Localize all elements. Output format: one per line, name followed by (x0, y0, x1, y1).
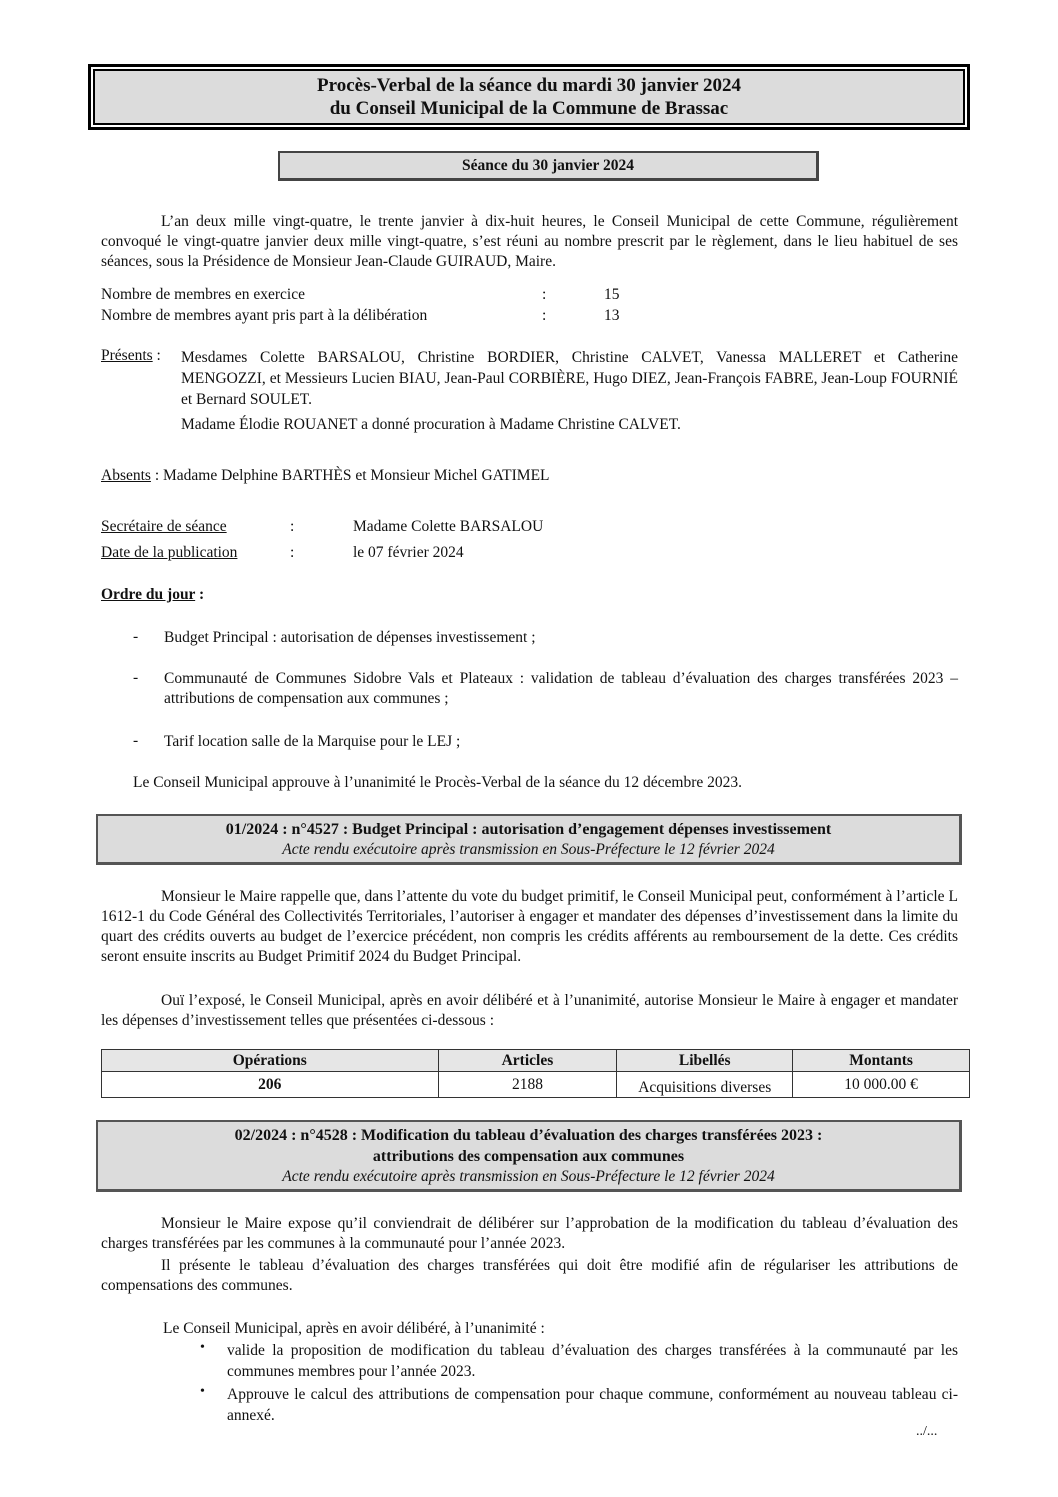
members-count (101, 286, 701, 327)
members-value: 15 (604, 286, 620, 303)
deliberation-1-title: 01/2024 : n°4527 : Budget Principal : autorisation d’engagement dépenses investissement (225, 820, 832, 838)
ordre-item-text: Tarif location salle de la Marquise pour le LEJ ; (164, 733, 461, 750)
presents-label: Présents (101, 347, 153, 364)
decision-item-text: valide la proposition de modification du tableau d’évaluation des charges transférées à la communauté par les communes membres pour l’année 2023. (227, 1342, 958, 1380)
seance-heading (278, 151, 819, 181)
column-header-operations: Opérations (102, 1050, 439, 1072)
deliberation-2-paragraph-2: Il présente le tableau d’évaluation des charges transférées qui doit être modifié afin de régulariser les attributions de compensations des communes. (101, 1257, 958, 1294)
deliberation-2-paragraph-1: Monsieur le Maire expose qu’il conviendrait de délibérer sur l’approbation de la modification du tableau d’évaluation des charges transférées par les communes à la communauté pour l’année 2023. (101, 1215, 958, 1252)
dash-icon: - (133, 669, 139, 686)
approval-text: Le Conseil Municipal approuve à l’unanimité le Procès-Verbal de la séance du 12 décembre 2023. (133, 774, 743, 791)
dash-icon: - (133, 628, 139, 645)
bullet-icon: • (200, 1340, 205, 1355)
deliberation-1-header (96, 814, 962, 865)
document-title (93, 69, 965, 125)
absents-line (101, 467, 550, 485)
cell-operation: 206 (102, 1072, 439, 1098)
secretaire-row (101, 518, 801, 538)
title-line-1: Procès-Verbal de la séance du mardi 30 janvier 2024 (317, 75, 741, 96)
column-header-articles: Articles (438, 1050, 617, 1072)
cell-montant: 10 000.00 € (793, 1072, 970, 1098)
absents-label: Absents (101, 467, 151, 484)
title-line-2: du Conseil Municipal de la Commune de Brassac (329, 98, 729, 119)
column-header-montants: Montants (793, 1050, 970, 1072)
deliberation-1-paragraph-2: Ouï l’exposé, le Conseil Municipal, après en avoir délibéré et à l’unanimité, autorise Monsieur le Maire à engager et mandater les dépenses d’investissement telles que présentées ci-dessous : (101, 992, 958, 1029)
publication-row (101, 544, 801, 564)
column-header-libelles: Libellés (617, 1050, 793, 1072)
decision-intro: Le Conseil Municipal, après en avoir délibéré, à l’unanimité : (163, 1320, 545, 1337)
deliberation-1-note: Acte rendu exécutoire après transmission en Sous-Préfecture le 12 février 2024 (282, 840, 775, 858)
presents-label-group (101, 347, 161, 365)
deliberation-2-header (96, 1120, 962, 1192)
cell-libelle: Acquisitions diverses (617, 1072, 793, 1098)
members-row (101, 307, 701, 327)
decision-item-text: Approuve le calcul des attributions de compensation pour chaque commune, conformément au nouveau tableau ci-annexé. (227, 1386, 958, 1424)
ordre-item-text: Communauté de Communes Sidobre Vals et Plateaux : validation de tableau d’évaluation des charges transférées 2023 – attributions de compensation aux communes ; (164, 670, 958, 707)
publication-value: le 07 février 2024 (353, 544, 464, 561)
deliberation-2-title-line-2: attributions des compensation aux communes (372, 1147, 685, 1165)
table-row (102, 1072, 970, 1098)
procuration-text: Madame Élodie ROUANET a donné procuration à Madame Christine CALVET. (181, 416, 681, 433)
deliberation-2-note: Acte rendu exécutoire après transmission en Sous-Préfecture le 12 février 2024 (282, 1167, 775, 1185)
members-separator: : (542, 286, 547, 303)
page-continuation-mark: ../... (916, 1424, 938, 1439)
presents-separator: : (152, 347, 161, 364)
ordre-suffix: : (195, 586, 205, 603)
secretaire-value: Madame Colette BARSALOU (353, 518, 544, 535)
bullet-icon: • (200, 1384, 205, 1399)
members-row (101, 286, 701, 306)
publication-separator: : (290, 544, 295, 561)
ordre-label: Ordre du jour (101, 586, 196, 603)
members-separator: : (542, 307, 547, 324)
operations-table (101, 1049, 970, 1098)
deliberation-1-paragraph-1: Monsieur le Maire rappelle que, dans l’attente du vote du budget primitif, le Conseil Municipal peut, conformément à l’article L 1612-1 du Code Général des Collectivités Territoriales, l’autoriser à engager et mandater des dépenses d’investissement dans la limite du quart des crédits ouverts au budget de l’exercice précédent, non compris les crédits afférents au remboursement de la dette. Ces crédits seront ensuite inscrits au Budget Primitif 2024 du Budget Principal. (101, 888, 958, 965)
seance-label: Séance du 30 janvier 2024 (462, 156, 634, 174)
ordre-item-text: Budget Principal : autorisation de dépenses investissement ; (164, 629, 536, 646)
secretaire-separator: : (290, 518, 295, 535)
dash-icon: - (133, 732, 139, 749)
members-label: Nombre de membres ayant pris part à la délibération (101, 307, 428, 324)
deliberation-2-title-line-1: 02/2024 : n°4528 : Modification du tableau d’évaluation des charges transférées 2023 : (234, 1126, 823, 1144)
intro-paragraph: L’an deux mille vingt-quatre, le trente janvier à dix-huit heures, le Conseil Municipal de cette Commune, régulièrement convoqué le vingt-quatre janvier deux mille vingt-quatre, s’est réuni au nombre prescrit par le règlement, dans le lieu habituel de ses séances, sous la Présidence de Monsieur Jean-Claude GUIRAUD, Maire. (101, 213, 958, 270)
table-header-row (102, 1050, 970, 1072)
members-label: Nombre de membres en exercice (101, 286, 305, 303)
members-value: 13 (604, 307, 620, 324)
cell-article: 2188 (438, 1072, 617, 1098)
secretaire-label: Secrétaire de séance (101, 518, 227, 535)
ordre-heading (101, 586, 204, 604)
publication-label: Date de la publication (101, 544, 238, 561)
document-title-box (88, 64, 970, 130)
presents-list: Mesdames Colette BARSALOU, Christine BORDIER, Christine CALVET, Vanessa MALLERET et Catherine MENGOZZI, et Messieurs Lucien BIAU, Jean-Paul CORBIÈRE, Hugo DIEZ, Jean-François FABRE, Jean-Loup FOURNIÉ et Bernard SOULET. (181, 349, 958, 408)
absents-text: : Madame Delphine BARTHÈS et Monsieur Michel GATIMEL (150, 467, 550, 484)
